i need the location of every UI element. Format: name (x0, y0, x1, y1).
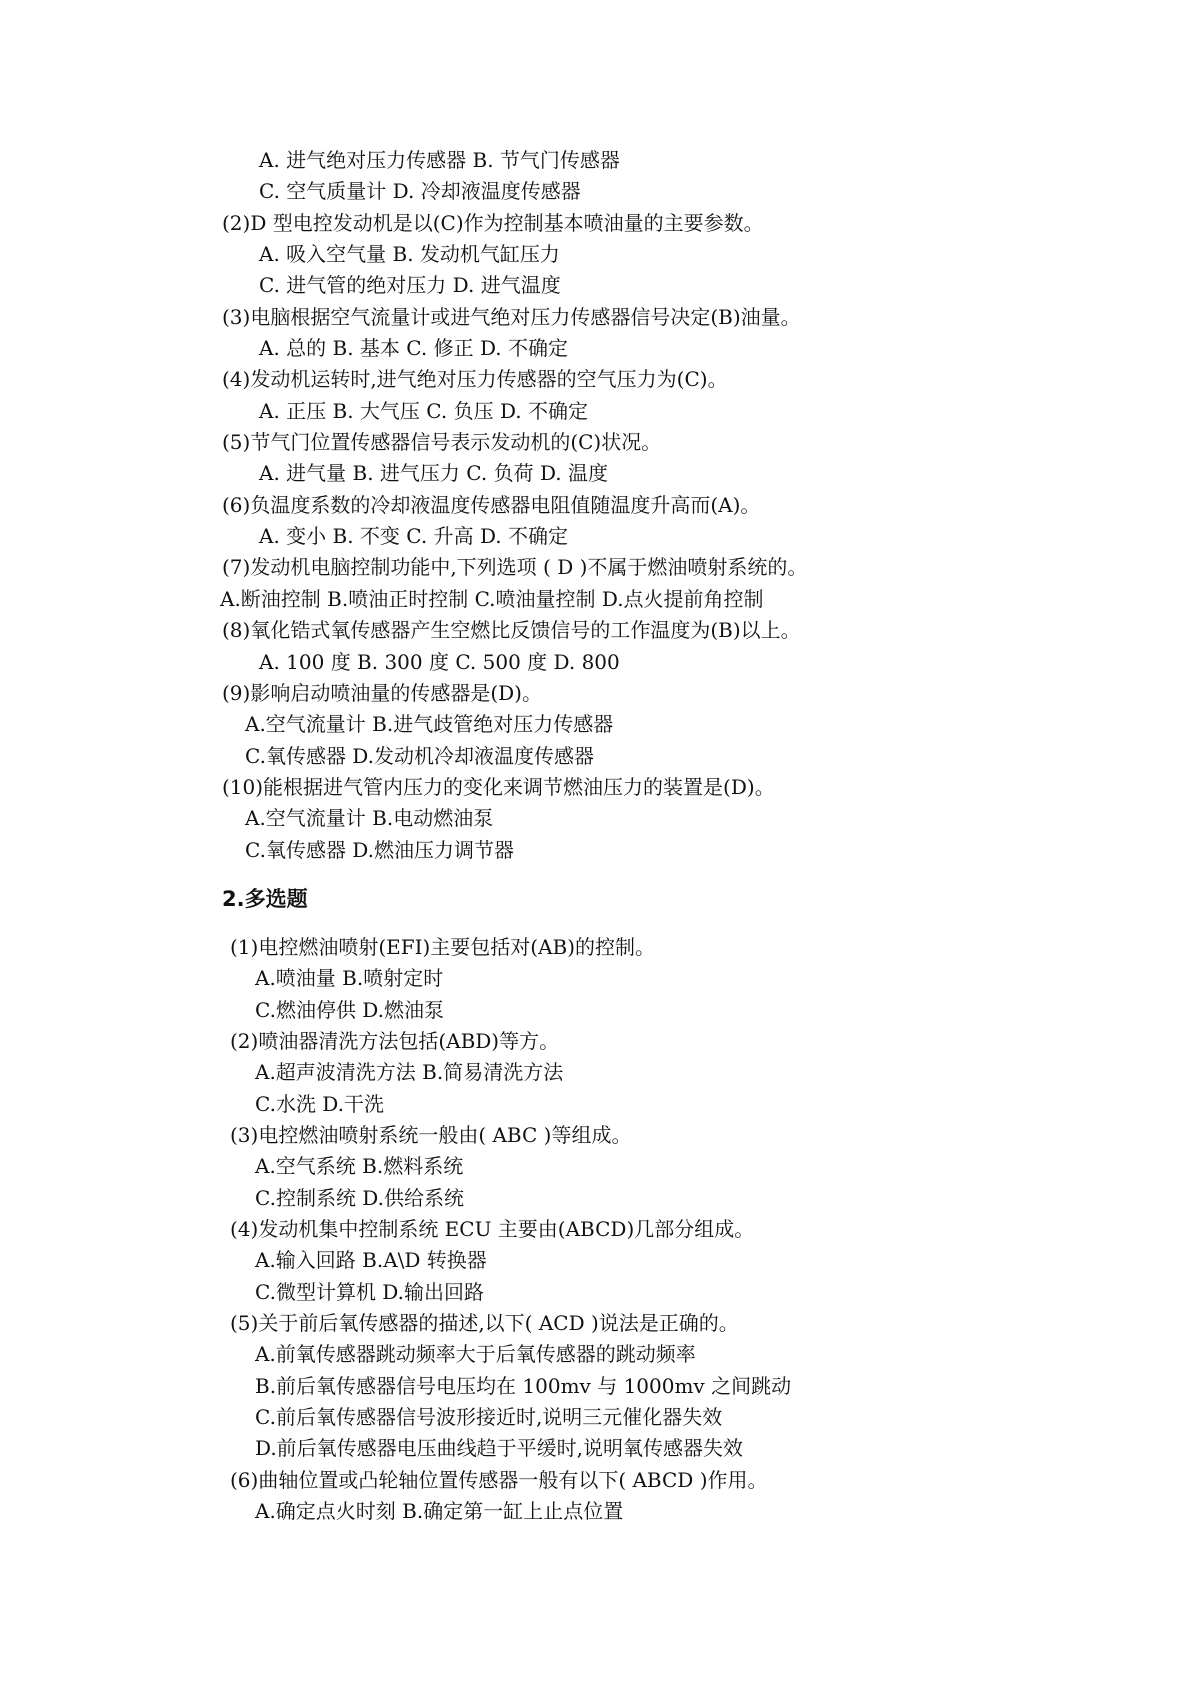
option-line: C.前后氧传感器信号波形接近时,说明三元催化器失效 (255, 1405, 723, 1429)
question-line: (5)关于前后氧传感器的描述,以下( ACD )说法是正确的。 (230, 1311, 739, 1335)
question-line: (10)能根据进气管内压力的变化来调节燃油压力的装置是(D)。 (222, 775, 775, 799)
option-line: C.水洗 D.干洗 (255, 1092, 384, 1116)
option-line: C. 空气质量计 D. 冷却液温度传感器 (259, 179, 581, 203)
question-line: (5)节气门位置传感器信号表示发动机的(C)状况。 (222, 430, 662, 454)
question-line: (3)电控燃油喷射系统一般由( ABC )等组成。 (230, 1123, 632, 1147)
option-line: D.前后氧传感器电压曲线趋于平缓时,说明氧传感器失效 (255, 1436, 744, 1460)
option-line: A. 变小 B. 不变 C. 升高 D. 不确定 (259, 524, 568, 548)
question-line: (1)电控燃油喷射(EFI)主要包括对(AB)的控制。 (230, 935, 656, 959)
option-line: A.前氧传感器跳动频率大于后氧传感器的跳动频率 (255, 1342, 696, 1366)
option-line: C.控制系统 D.供给系统 (255, 1186, 464, 1210)
option-line: A. 总的 B. 基本 C. 修正 D. 不确定 (259, 336, 568, 360)
option-line: C.氧传感器 D.燃油压力调节器 (245, 838, 514, 862)
option-line: A.空气流量计 B.电动燃油泵 (245, 806, 494, 830)
question-line: (4)发动机集中控制系统 ECU 主要由(ABCD)几部分组成。 (230, 1217, 755, 1241)
question-line: (7)发动机电脑控制功能中,下列选项 ( D )不属于燃油喷射系统的。 (222, 555, 808, 579)
option-line: C. 进气管的绝对压力 D. 进气温度 (259, 273, 561, 297)
option-line: A.空气流量计 B.进气歧管绝对压力传感器 (245, 712, 614, 736)
question-line: (8)氧化锆式氧传感器产生空燃比反馈信号的工作温度为(B)以上。 (222, 618, 801, 642)
option-line: A. 100 度 B. 300 度 C. 500 度 D. 800 (259, 650, 620, 674)
option-line: A.确定点火时刻 B.确定第一缸上止点位置 (255, 1499, 624, 1523)
question-line: (2)D 型电控发动机是以(C)作为控制基本喷油量的主要参数。 (222, 211, 764, 235)
question-line: (4)发动机运转时,进气绝对压力传感器的空气压力为(C)。 (222, 367, 728, 391)
option-line: B.前后氧传感器信号电压均在 100mv 与 1000mv 之间跳动 (255, 1374, 792, 1398)
option-line: A.输入回路 B.A\D 转换器 (255, 1248, 487, 1272)
option-line: C.微型计算机 D.输出回路 (255, 1280, 484, 1304)
option-line: C.氧传感器 D.发动机冷却液温度传感器 (245, 744, 594, 768)
question-line: (6)负温度系数的冷却液温度传感器电阻值随温度升高而(A)。 (222, 493, 761, 517)
option-line: A.断油控制 B.喷油正时控制 C.喷油量控制 D.点火提前角控制 (220, 587, 764, 611)
question-line: (3)电脑根据空气流量计或进气绝对压力传感器信号决定(B)油量。 (222, 305, 801, 329)
option-line: A. 吸入空气量 B. 发动机气缸压力 (259, 242, 560, 266)
option-line: A.超声波清洗方法 B.简易清洗方法 (255, 1060, 564, 1084)
question-line: (6)曲轴位置或凸轮轴位置传感器一般有以下( ABCD )作用。 (230, 1468, 768, 1492)
option-line: A.空气系统 B.燃料系统 (255, 1154, 464, 1178)
option-line: A. 进气量 B. 进气压力 C. 负荷 D. 温度 (259, 461, 608, 485)
option-line: A. 进气绝对压力传感器 B. 节气门传感器 (259, 148, 620, 172)
option-line: A. 正压 B. 大气压 C. 负压 D. 不确定 (259, 399, 588, 423)
section-heading: 2.多选题 (222, 887, 308, 911)
question-line: (9)影响启动喷油量的传感器是(D)。 (222, 681, 542, 705)
option-line: C.燃油停供 D.燃油泵 (255, 998, 444, 1022)
option-line: A.喷油量 B.喷射定时 (255, 966, 444, 990)
question-line: (2)喷油器清洗方法包括(ABD)等方。 (230, 1029, 560, 1053)
